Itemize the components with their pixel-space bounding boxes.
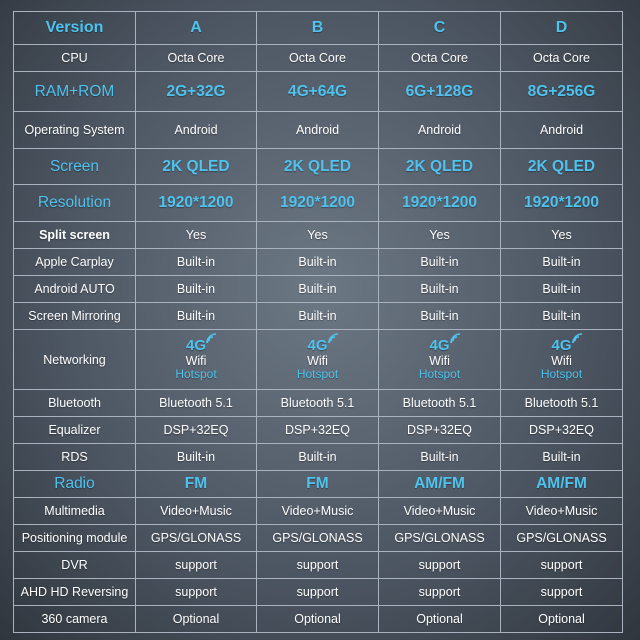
wifi-label: Wifi (551, 354, 572, 368)
networking-cell (379, 330, 501, 390)
wifi-label: Wifi (307, 354, 328, 368)
table-cell: Built-in (501, 303, 623, 330)
table-cell: Built-in (257, 444, 379, 471)
table-cell: Android (136, 112, 257, 149)
table-cell: Bluetooth 5.1 (501, 390, 623, 417)
row-label: CPU (14, 45, 136, 72)
table-row-ahd-reversing (14, 579, 623, 606)
row-label: Screen (14, 149, 136, 185)
lte-label: 4G (185, 337, 206, 354)
table-cell: Yes (501, 222, 623, 249)
lte-label: 4G (429, 337, 450, 354)
table-cell: Optional (257, 606, 379, 633)
table-cell: 4G+64G (257, 72, 379, 112)
table-cell: Yes (379, 222, 501, 249)
lte-4g-icon (138, 338, 254, 354)
table-row-os (14, 112, 623, 149)
table-cell: GPS/GLONASS (501, 525, 623, 552)
table-cell: support (379, 579, 501, 606)
table-row-split-screen (14, 222, 623, 249)
table-cell: support (501, 552, 623, 579)
spec-table (13, 11, 623, 633)
table-cell: Video+Music (136, 498, 257, 525)
table-cell: support (257, 579, 379, 606)
table-cell: Built-in (136, 303, 257, 330)
table-cell: DSP+32EQ (379, 417, 501, 444)
table-cell: 1920*1200 (257, 185, 379, 222)
table-cell: 2K QLED (257, 149, 379, 185)
table-row-cpu (14, 45, 623, 72)
table-row-positioning (14, 525, 623, 552)
table-cell: FM (257, 471, 379, 498)
hotspot-label: Hotspot (540, 367, 583, 381)
row-label: Operating System (14, 112, 136, 149)
wifi-label: Wifi (429, 354, 450, 368)
table-cell: Octa Core (257, 45, 379, 72)
table-cell: Octa Core (379, 45, 501, 72)
networking-cell (501, 330, 623, 390)
table-cell: Yes (257, 222, 379, 249)
table-row-screen-mirroring (14, 303, 623, 330)
hotspot-label: Hotspot (296, 367, 339, 381)
row-label: Networking (14, 330, 136, 390)
wifi-label: Wifi (185, 354, 207, 368)
table-cell: Bluetooth 5.1 (257, 390, 379, 417)
table-cell: Built-in (136, 276, 257, 303)
table-cell: DSP+32EQ (257, 417, 379, 444)
row-label: AHD HD Reversing (14, 579, 136, 606)
table-row-multimedia (14, 498, 623, 525)
row-label: Multimedia (14, 498, 136, 525)
table-cell: Android (379, 112, 501, 149)
table-cell: support (501, 579, 623, 606)
column-header-d: D (501, 12, 623, 45)
row-label: Apple Carplay (14, 249, 136, 276)
table-cell: 6G+128G (379, 72, 501, 112)
table-row-360-camera (14, 606, 623, 633)
row-label: RAM+ROM (14, 72, 136, 112)
row-label: 360 camera (14, 606, 136, 633)
table-cell: 1920*1200 (501, 185, 623, 222)
table-cell: Built-in (379, 276, 501, 303)
table-cell: AM/FM (379, 471, 501, 498)
table-cell: 1920*1200 (379, 185, 501, 222)
table-cell: 1920*1200 (136, 185, 257, 222)
table-cell: Video+Music (501, 498, 623, 525)
table-cell: Built-in (379, 303, 501, 330)
table-cell: 2K QLED (501, 149, 623, 185)
table-header-row (14, 12, 623, 45)
table-row-ramrom (14, 72, 623, 112)
hotspot-label: Hotspot (175, 367, 217, 381)
table-row-android-auto (14, 276, 623, 303)
table-cell: Octa Core (501, 45, 623, 72)
table-cell: AM/FM (501, 471, 623, 498)
table-cell: Octa Core (136, 45, 257, 72)
table-cell: GPS/GLONASS (257, 525, 379, 552)
table-cell: Optional (136, 606, 257, 633)
hotspot-label: Hotspot (418, 367, 461, 381)
lte-4g-icon (381, 338, 498, 354)
table-row-dvr (14, 552, 623, 579)
table-cell: Android (257, 112, 379, 149)
table-row-apple-carplay (14, 249, 623, 276)
table-row-equalizer (14, 417, 623, 444)
row-label: RDS (14, 444, 136, 471)
table-cell: Built-in (379, 444, 501, 471)
lte-label: 4G (551, 337, 572, 354)
table-cell: support (379, 552, 501, 579)
table-cell: support (257, 552, 379, 579)
row-label: Positioning module (14, 525, 136, 552)
version-header: Version (14, 12, 136, 45)
table-cell: Video+Music (379, 498, 501, 525)
table-cell: Built-in (136, 249, 257, 276)
row-label: Resolution (14, 185, 136, 222)
table-row-resolution (14, 185, 623, 222)
table-cell: FM (136, 471, 257, 498)
table-row-radio (14, 471, 623, 498)
row-label: DVR (14, 552, 136, 579)
table-row-bluetooth (14, 390, 623, 417)
table-cell: support (136, 552, 257, 579)
row-label: Split screen (14, 222, 136, 249)
table-cell: Optional (501, 606, 623, 633)
row-label: Equalizer (14, 417, 136, 444)
table-cell: 2G+32G (136, 72, 257, 112)
table-cell: Built-in (379, 249, 501, 276)
table-cell: Yes (136, 222, 257, 249)
lte-4g-icon (259, 338, 376, 354)
networking-cell (257, 330, 379, 390)
lte-label: 4G (307, 337, 328, 354)
table-cell: Optional (379, 606, 501, 633)
table-row-rds (14, 444, 623, 471)
table-cell: Built-in (257, 303, 379, 330)
row-label: Android AUTO (14, 276, 136, 303)
table-cell: Built-in (136, 444, 257, 471)
table-cell: Built-in (501, 444, 623, 471)
column-header-c: C (379, 12, 501, 45)
table-cell: 2K QLED (379, 149, 501, 185)
table-cell: support (136, 579, 257, 606)
row-label: Screen Mirroring (14, 303, 136, 330)
table-cell: Bluetooth 5.1 (136, 390, 257, 417)
table-cell: Video+Music (257, 498, 379, 525)
table-cell: GPS/GLONASS (379, 525, 501, 552)
table-cell: DSP+32EQ (501, 417, 623, 444)
column-header-a: A (136, 12, 257, 45)
lte-4g-icon (503, 338, 620, 354)
table-cell: Built-in (257, 276, 379, 303)
column-header-b: B (257, 12, 379, 45)
networking-cell (136, 330, 257, 390)
table-row-screen (14, 149, 623, 185)
table-cell: Built-in (257, 249, 379, 276)
table-cell: Built-in (501, 276, 623, 303)
table-cell: GPS/GLONASS (136, 525, 257, 552)
table-cell: Bluetooth 5.1 (379, 390, 501, 417)
table-cell: DSP+32EQ (136, 417, 257, 444)
table-row-networking (14, 330, 623, 390)
table-cell: Built-in (501, 249, 623, 276)
table-cell: 2K QLED (136, 149, 257, 185)
row-label: Bluetooth (14, 390, 136, 417)
table-cell: 8G+256G (501, 72, 623, 112)
row-label: Radio (14, 471, 136, 498)
table-cell: Android (501, 112, 623, 149)
